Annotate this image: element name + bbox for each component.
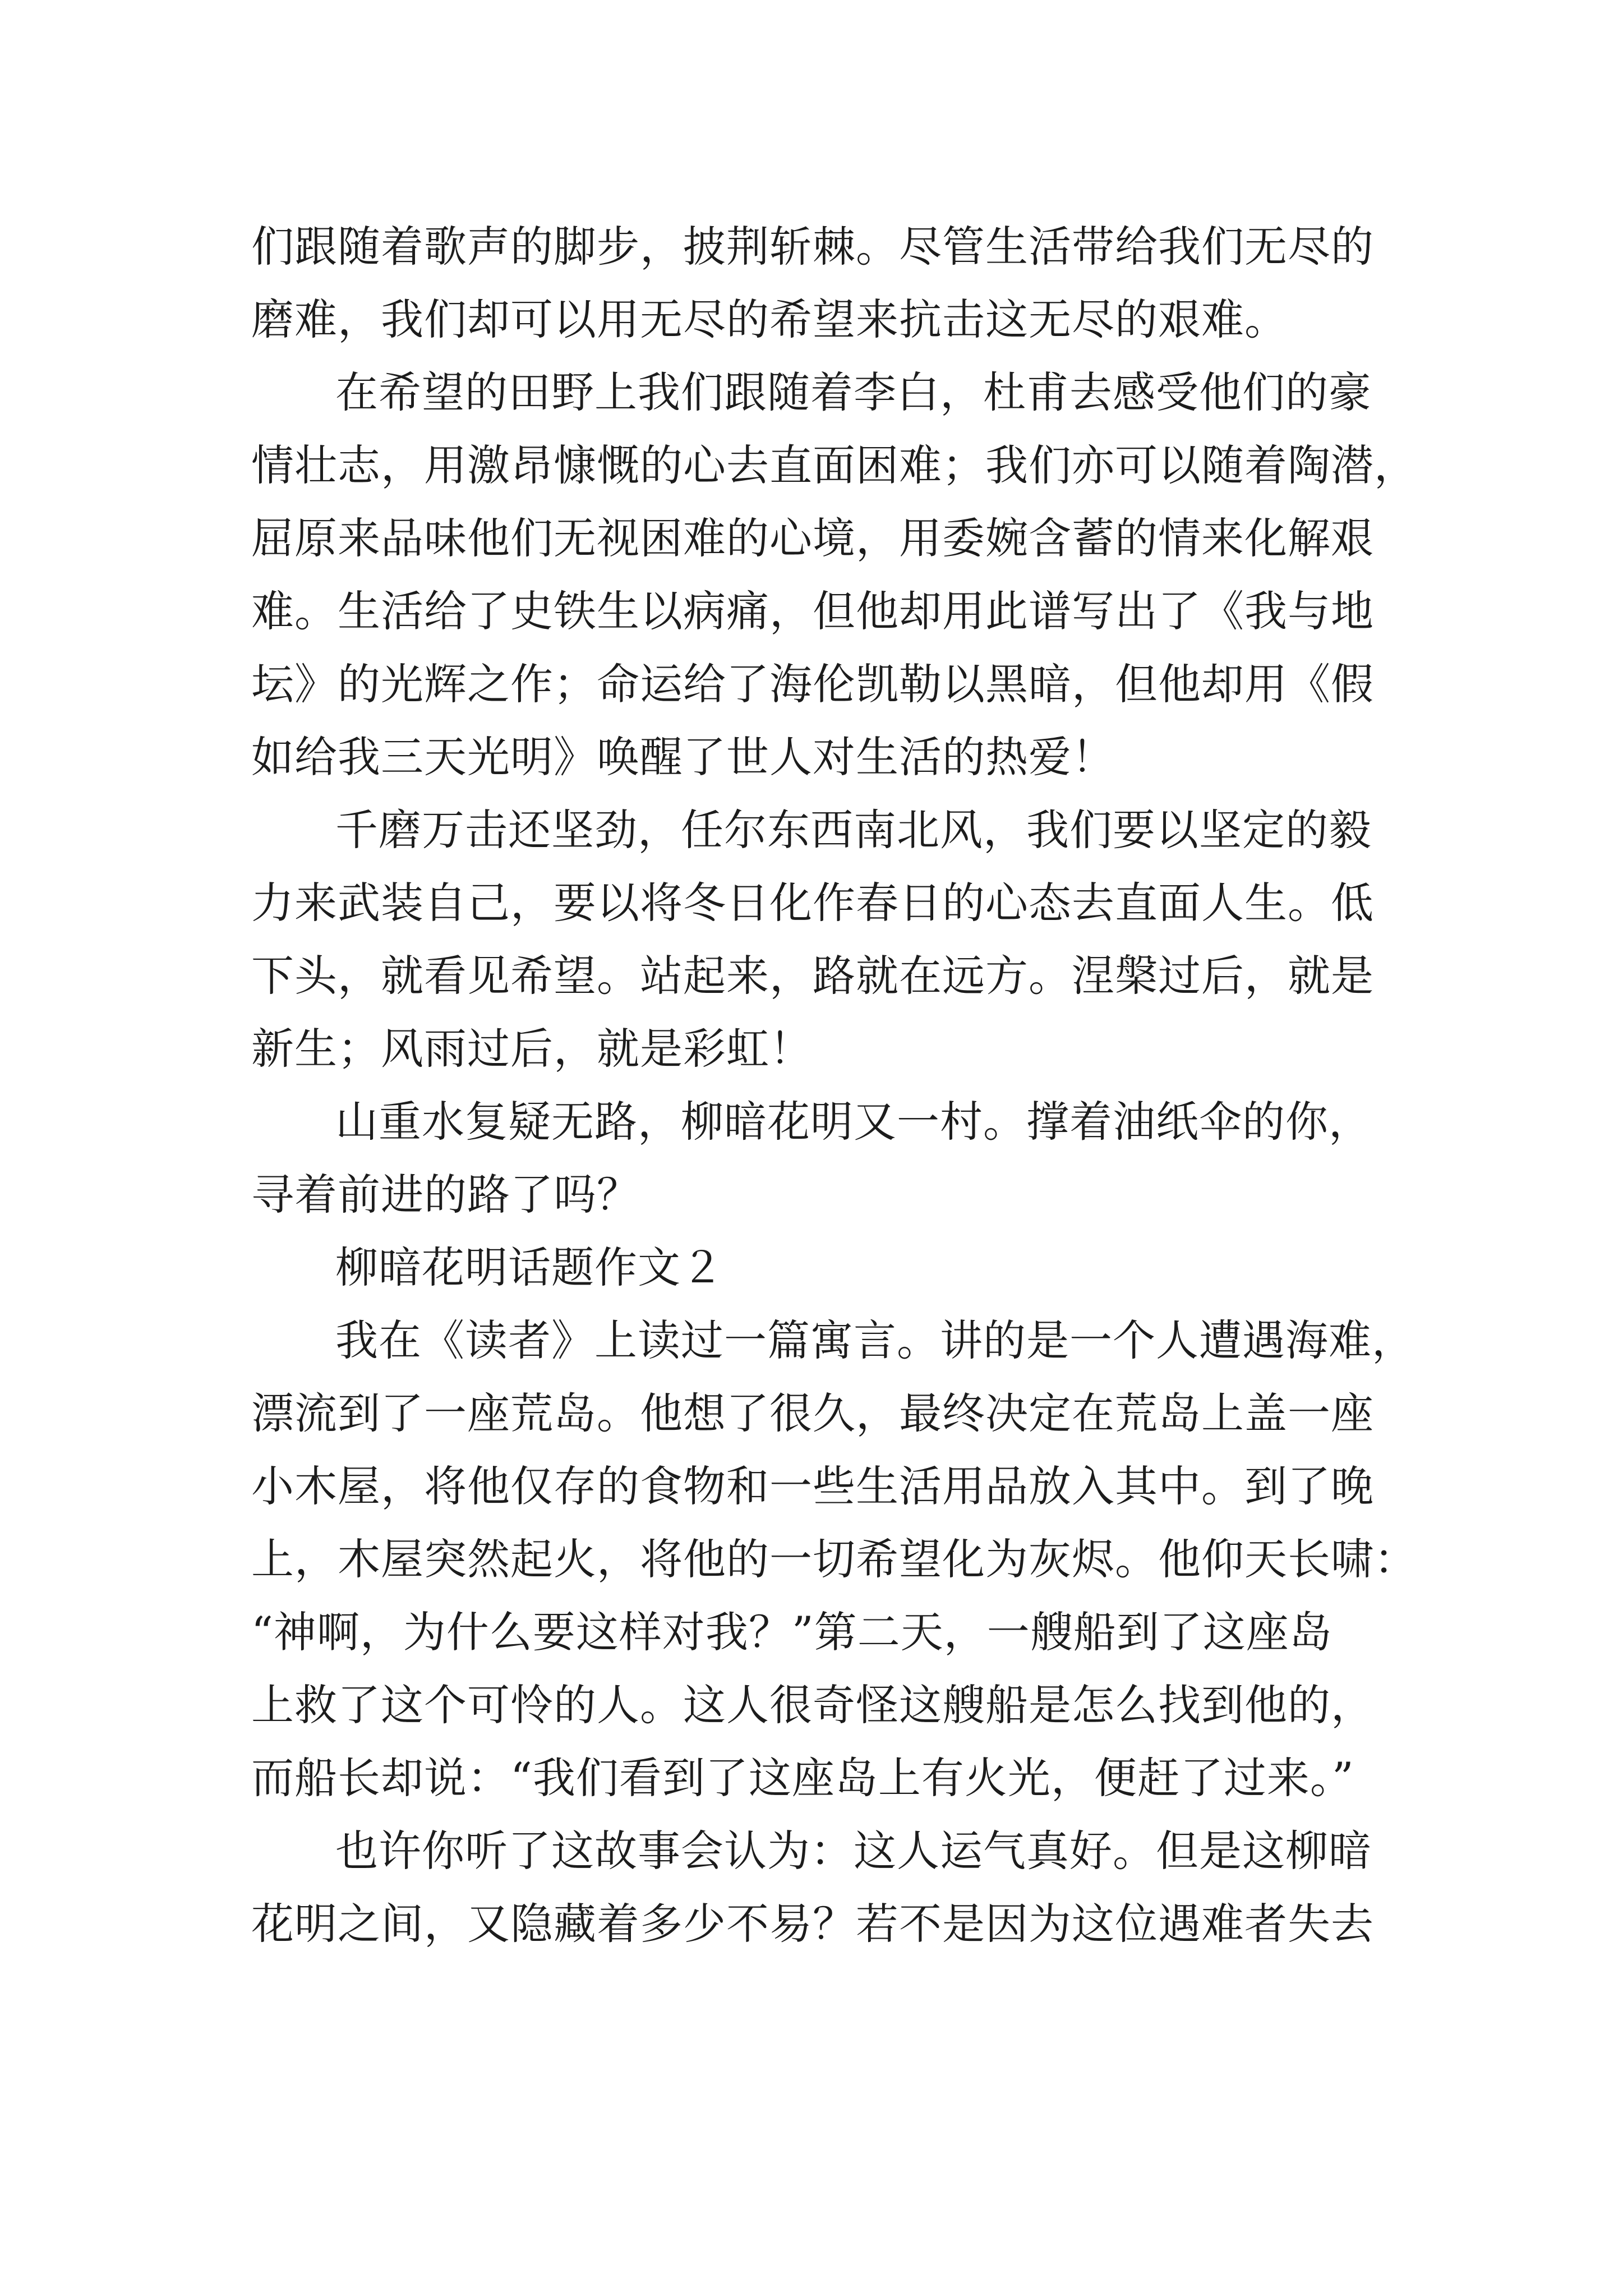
text-line: 花明之间，又隐藏着多少不易？若不是因为这位遇难者失去 (251, 1899, 1374, 1949)
section-heading: 柳暗花明话题作文２ (335, 1243, 724, 1292)
text-line: 寻着前进的路了吗？ (251, 1170, 640, 1220)
text-line: 屈原来品味他们无视困难的心境，用委婉含蓄的情来化解艰 (251, 513, 1374, 563)
text-line: 也许你听了这故事会认为：这人运气真好。但是这柳暗 (335, 1826, 1372, 1876)
text-line: 我在《读者》上读过一篇寓言。讲的是一个人遭遇海难， (335, 1315, 1415, 1365)
text-line: 在希望的田野上我们跟随着李白，杜甫去感受他们的豪 (335, 367, 1372, 417)
text-line: 难。生活给了史铁生以病痛，但他却用此谱写出了《我与地 (251, 586, 1374, 636)
text-line: 小木屋，将他仅存的食物和一些生活用品放入其中。到了晚 (251, 1461, 1374, 1511)
text-line: 坛》的光辉之作；命运给了海伦凯勒以黑暗，但他却用《假 (251, 659, 1374, 709)
text-line: 下头，就看见希望。站起来，路就在远方。涅槃过后，就是 (251, 951, 1374, 1001)
text-line: 山重水复疑无路，柳暗花明又一村。撑着油纸伞的你， (335, 1097, 1372, 1147)
text-line: 磨难，我们却可以用无尽的希望来抗击这无尽的艰难。 (251, 295, 1288, 344)
text-line: 如给我三天光明》唤醒了世人对生活的热爱！ (251, 732, 1115, 782)
text-line: 漂流到了一座荒岛。他想了很久，最终决定在荒岛上盖一座 (251, 1388, 1374, 1438)
text-line: 上救了这个可怜的人。这人很奇怪这艘船是怎么找到他的， (251, 1680, 1374, 1730)
text-line: 千磨万击还坚劲，任尔东西南北风，我们要以坚定的毅 (335, 805, 1372, 855)
text-line: 新生；风雨过后，就是彩虹！ (251, 1024, 813, 1074)
text-line: 情壮志，用激昂慷慨的心去直面困难；我们亦可以随着陶潜， (251, 440, 1417, 490)
text-line: 而船长却说：“我们看到了这座岛上有火光，便赶了过来。” (251, 1753, 1354, 1803)
text-line: 力来武装自己，要以将冬日化作春日的心态去直面人生。低 (251, 878, 1374, 928)
text-line: 上，木屋突然起火，将他的一切希望化为灰烬。他仰天长啸： (251, 1534, 1417, 1584)
text-line: “神啊，为什么要这样对我？”第二天，一艘船到了这座岛 (251, 1607, 1332, 1657)
text-line: 们跟随着歌声的脚步，披荆斩棘。尽管生活带给我们无尽的 (251, 222, 1374, 272)
